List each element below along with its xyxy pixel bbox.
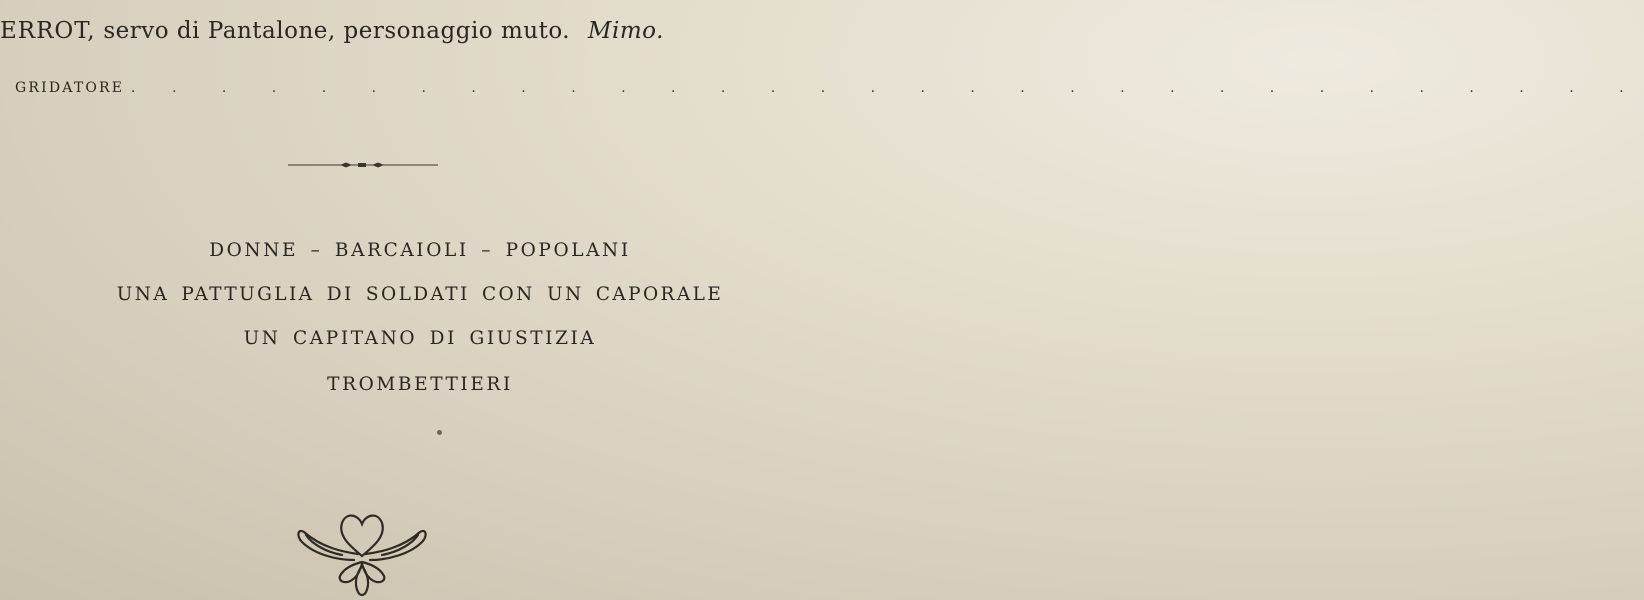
cast-line-4: TROMBETTIERI xyxy=(327,374,513,395)
character-line-pierrot xyxy=(0,18,664,44)
character-role: Mimo. xyxy=(587,18,664,44)
character-description: servo di Pantalone, personaggio muto. xyxy=(103,18,571,44)
divider-ornament-icon xyxy=(288,158,440,172)
cast-line-2: UNA PATTUGLIA DI SOLDATI CON UN CAPORALE xyxy=(116,284,724,305)
leader-dots: . . . . . . . . . . . . . . . . . . . . . . . . . . . . . . xyxy=(172,80,1644,96)
cast-line-3: UN CAPITANO DI GIUSTIZIA xyxy=(243,328,597,349)
character-name: ERROT, xyxy=(0,18,96,44)
cast-line-1: DONNE – BARCAIOLI – POPOLANI xyxy=(209,240,631,261)
heart-flourish-ornament-icon xyxy=(292,508,432,600)
character-name-gridatore: GRIDATORE . xyxy=(15,80,138,96)
ink-speck xyxy=(437,430,442,435)
